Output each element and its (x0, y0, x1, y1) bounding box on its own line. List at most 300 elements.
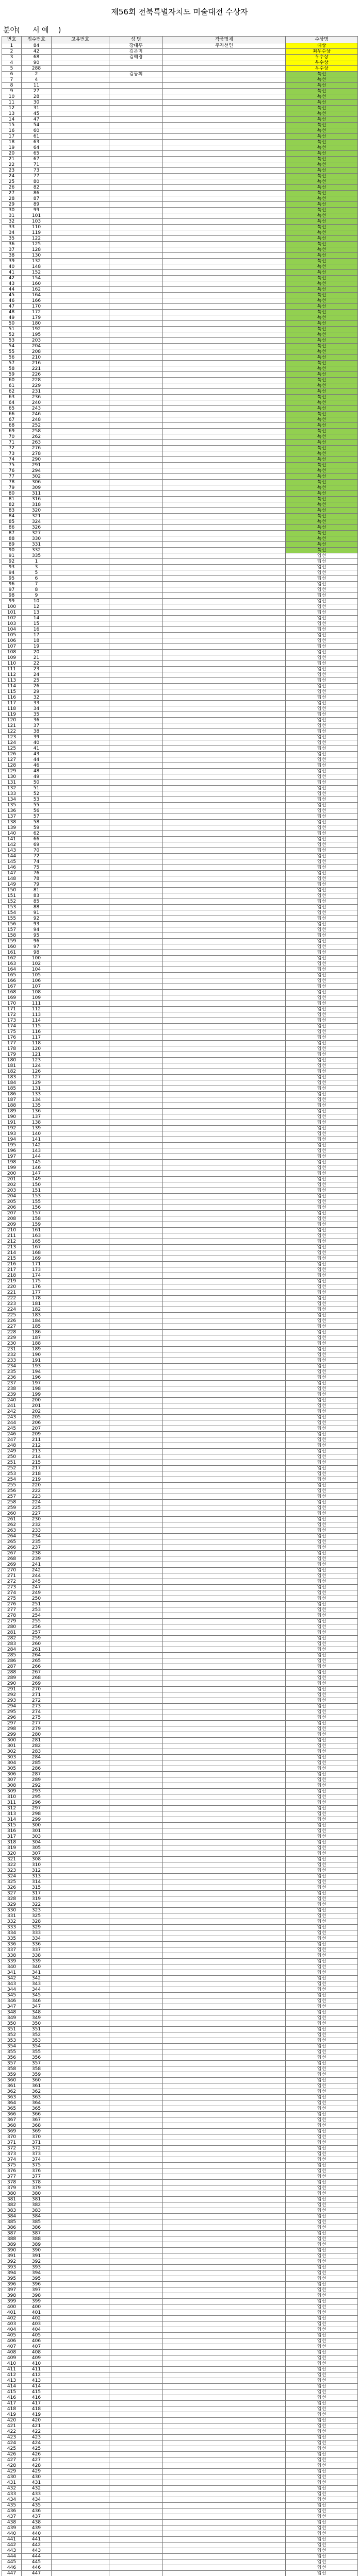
cell-title (163, 310, 286, 315)
cell-no: 207 (2, 1211, 22, 1216)
cell-name (109, 1194, 163, 1199)
cell-award: 입선 (286, 1545, 358, 1551)
table-row (2, 956, 358, 961)
cell-receipt: 189 (22, 1347, 52, 1352)
cell-no: 445 (2, 2560, 22, 2565)
cell-title (163, 1698, 286, 1704)
cell-no: 288 (2, 1670, 22, 1675)
cell-id (52, 990, 109, 995)
cell-name (109, 264, 163, 270)
cell-title (163, 349, 286, 355)
cell-receipt: 297 (22, 1806, 52, 1811)
cell-award: 특선 (286, 298, 358, 304)
cell-award: 입선 (286, 2526, 358, 2531)
cell-title (163, 542, 286, 548)
cell-title (163, 978, 286, 984)
cell-award: 특선 (286, 145, 358, 151)
cell-title (163, 2225, 286, 2231)
table-row (2, 1556, 358, 1562)
cell-no: 311 (2, 1800, 22, 1806)
table-row (2, 1857, 358, 1862)
cell-name (109, 1947, 163, 1953)
cell-id (52, 1947, 109, 1953)
cell-title (163, 1386, 286, 1392)
cell-name (109, 933, 163, 939)
cell-award: 특선 (286, 128, 358, 134)
cell-receipt: 44 (22, 757, 52, 763)
cell-no: 315 (2, 1823, 22, 1828)
cell-title (163, 1704, 286, 1709)
cell-award: 특선 (286, 338, 358, 344)
cell-name (109, 956, 163, 961)
cell-id (52, 2231, 109, 2236)
table-row (2, 1551, 358, 1556)
cell-award: 입선 (286, 933, 358, 939)
cell-receipt: 137 (22, 1114, 52, 1120)
cell-id (52, 519, 109, 525)
cell-receipt: 125 (22, 242, 52, 247)
cell-title (163, 1993, 286, 1998)
table-row (2, 55, 358, 60)
cell-id (52, 2134, 109, 2140)
cell-no: 144 (2, 854, 22, 859)
cell-no: 294 (2, 1704, 22, 1709)
cell-award: 대상 (286, 43, 358, 49)
cell-title (163, 2214, 286, 2219)
table-row (2, 1902, 358, 1908)
cell-title (163, 1500, 286, 1505)
cell-title (163, 2010, 286, 2015)
cell-title (163, 1398, 286, 1403)
cell-title (163, 1069, 286, 1075)
cell-id (52, 837, 109, 842)
cell-name (109, 1488, 163, 1494)
cell-award: 입선 (286, 1681, 358, 1687)
cell-no: 85 (2, 519, 22, 525)
cell-name (109, 2327, 163, 2333)
cell-no: 389 (2, 2242, 22, 2248)
cell-id (52, 1245, 109, 1250)
table-row (2, 1335, 358, 1341)
cell-no: 331 (2, 1913, 22, 1919)
cell-no: 18 (2, 140, 22, 145)
cell-name (109, 225, 163, 230)
cell-award: 입선 (286, 1573, 358, 1579)
cell-receipt: 320 (22, 508, 52, 514)
cell-name (109, 1840, 163, 1845)
cell-no: 363 (2, 2095, 22, 2100)
cell-receipt: 52 (22, 791, 52, 797)
cell-receipt: 357 (22, 2061, 52, 2066)
cell-no: 182 (2, 1069, 22, 1075)
cell-no: 206 (2, 1205, 22, 1211)
cell-award: 입선 (286, 1562, 358, 1568)
table-row (2, 412, 358, 417)
table-row (2, 1449, 358, 1454)
cell-no: 284 (2, 1647, 22, 1653)
cell-name (109, 712, 163, 718)
cell-id (52, 2480, 109, 2486)
cell-no: 271 (2, 1573, 22, 1579)
cell-no: 166 (2, 978, 22, 984)
cell-title (163, 752, 286, 757)
cell-name (109, 378, 163, 383)
cell-receipt: 124 (22, 1063, 52, 1069)
cell-no: 29 (2, 202, 22, 208)
cell-receipt: 378 (22, 2180, 52, 2185)
cell-title (163, 315, 286, 321)
cell-id (52, 179, 109, 185)
cell-receipt: 416 (22, 2395, 52, 2401)
cell-receipt: 351 (22, 2027, 52, 2032)
cell-award: 입선 (286, 1698, 358, 1704)
cell-award: 입선 (286, 1613, 358, 1619)
cell-no: 56 (2, 355, 22, 361)
cell-name (109, 1545, 163, 1551)
cell-no: 209 (2, 1222, 22, 1228)
table-row (2, 808, 358, 814)
cell-no: 71 (2, 440, 22, 446)
cell-name (109, 2475, 163, 2480)
cell-id (52, 1199, 109, 1205)
cell-receipt: 348 (22, 2010, 52, 2015)
cell-title (163, 259, 286, 264)
cell-id (52, 2180, 109, 2185)
cell-name (109, 1018, 163, 1024)
cell-receipt: 370 (22, 2134, 52, 2140)
table-row (2, 593, 358, 599)
cell-award: 입선 (286, 1262, 358, 1267)
table-row (2, 2248, 358, 2253)
cell-title (163, 270, 286, 276)
cell-name (109, 893, 163, 899)
cell-title (163, 276, 286, 281)
cell-no: 344 (2, 1987, 22, 1993)
cell-name (109, 1777, 163, 1783)
cell-award: 입선 (286, 1239, 358, 1245)
cell-id (52, 780, 109, 786)
cell-receipt: 446 (22, 2565, 52, 2571)
cell-title (163, 1307, 286, 1313)
cell-title (163, 803, 286, 808)
cell-name (109, 1851, 163, 1857)
cell-name (109, 485, 163, 491)
table-row (2, 1647, 358, 1653)
cell-award: 입선 (286, 774, 358, 780)
cell-name (109, 905, 163, 910)
table-row (2, 1613, 358, 1619)
cell-id (52, 967, 109, 973)
cell-title (163, 2480, 286, 2486)
cell-name (109, 2021, 163, 2027)
cell-receipt: 49 (22, 774, 52, 780)
cell-name (109, 1222, 163, 1228)
cell-id (52, 791, 109, 797)
cell-id (52, 1148, 109, 1154)
cell-receipt: 32 (22, 695, 52, 701)
table-row (2, 2044, 358, 2049)
cell-award: 입선 (286, 786, 358, 791)
cell-award: 입선 (286, 576, 358, 582)
cell-award: 입선 (286, 633, 358, 638)
table-row (2, 332, 358, 338)
cell-id (52, 480, 109, 485)
table-row (2, 927, 358, 933)
cell-receipt: 115 (22, 1024, 52, 1029)
cell-no: 215 (2, 1256, 22, 1262)
cell-no: 74 (2, 457, 22, 463)
cell-title (163, 1505, 286, 1511)
table-row (2, 2117, 358, 2123)
cell-receipt: 217 (22, 1466, 52, 1471)
cell-receipt: 17 (22, 633, 52, 638)
table-row (2, 485, 358, 491)
cell-title (163, 1777, 286, 1783)
cell-no: 90 (2, 548, 22, 553)
cell-name (109, 871, 163, 876)
cell-award: 입선 (286, 689, 358, 695)
cell-no: 218 (2, 1273, 22, 1279)
table-row (2, 1500, 358, 1505)
cell-name (109, 1857, 163, 1862)
cell-award: 입선 (286, 559, 358, 565)
cell-id (52, 1131, 109, 1137)
cell-id (52, 604, 109, 610)
cell-award: 특선 (286, 519, 358, 525)
cell-receipt: 110 (22, 225, 52, 230)
cell-no: 197 (2, 1154, 22, 1160)
cell-no: 253 (2, 1471, 22, 1477)
table-row (2, 1177, 358, 1182)
cell-name (109, 1641, 163, 1647)
cell-no: 273 (2, 1585, 22, 1590)
cell-title (163, 485, 286, 491)
cell-id (52, 2129, 109, 2134)
cell-award: 입선 (286, 650, 358, 655)
cell-name (109, 151, 163, 157)
cell-name (109, 1324, 163, 1330)
cell-award: 입선 (286, 2287, 358, 2293)
cell-award: 입선 (286, 893, 358, 899)
cell-name (109, 1007, 163, 1012)
cell-award: 입선 (286, 1160, 358, 1165)
cell-title (163, 1296, 286, 1301)
cell-receipt: 202 (22, 1409, 52, 1415)
cell-award: 입선 (286, 1817, 358, 1823)
cell-receipt: 121 (22, 1052, 52, 1058)
cell-title (163, 1534, 286, 1539)
cell-id (52, 440, 109, 446)
table-row (2, 2265, 358, 2270)
cell-name (109, 1675, 163, 1681)
cell-id (52, 2537, 109, 2543)
cell-no: 104 (2, 627, 22, 633)
cell-name (109, 429, 163, 434)
cell-id (52, 349, 109, 355)
cell-receipt: 441 (22, 2537, 52, 2543)
cell-no: 322 (2, 1862, 22, 1868)
cell-title (163, 434, 286, 440)
table-row (2, 1114, 358, 1120)
cell-title (163, 837, 286, 842)
cell-no: 191 (2, 1120, 22, 1126)
cell-no: 282 (2, 1636, 22, 1641)
cell-name (109, 842, 163, 848)
cell-receipt: 397 (22, 2287, 52, 2293)
table-row (2, 2355, 358, 2361)
cell-title (163, 1851, 286, 1857)
cell-name (109, 1035, 163, 1041)
cell-id (52, 468, 109, 474)
table-row (2, 1681, 358, 1687)
cell-receipt: 262 (22, 434, 52, 440)
cell-name (109, 366, 163, 372)
cell-name (109, 123, 163, 128)
cell-receipt: 444 (22, 2554, 52, 2560)
cell-no: 31 (2, 213, 22, 219)
cell-no: 442 (2, 2543, 22, 2548)
cell-no: 105 (2, 633, 22, 638)
cell-name (109, 587, 163, 593)
cell-title (163, 1902, 286, 1908)
cell-receipt: 422 (22, 2429, 52, 2435)
cell-receipt: 66 (22, 837, 52, 842)
cell-name (109, 412, 163, 417)
cell-receipt: 289 (22, 1777, 52, 1783)
table-row (2, 706, 358, 712)
cell-award: 입선 (286, 2350, 358, 2355)
cell-receipt: 148 (22, 264, 52, 270)
cell-name (109, 1953, 163, 1959)
cell-id (52, 508, 109, 514)
cell-id (52, 1721, 109, 1726)
cell-title (163, 2424, 286, 2429)
table-row (2, 1483, 358, 1488)
cell-name (109, 1171, 163, 1177)
cell-title (163, 1811, 286, 1817)
cell-receipt: 177 (22, 1290, 52, 1296)
cell-name (109, 2316, 163, 2321)
cell-title (163, 287, 286, 293)
cell-award: 특선 (286, 310, 358, 315)
cell-no: 337 (2, 1947, 22, 1953)
cell-no: 69 (2, 429, 22, 434)
cell-award: 입선 (286, 1913, 358, 1919)
cell-no: 13 (2, 111, 22, 117)
cell-title (163, 888, 286, 893)
cell-id (52, 820, 109, 825)
table-row (2, 1024, 358, 1029)
cell-no: 132 (2, 786, 22, 791)
cell-no: 361 (2, 2083, 22, 2089)
cell-award: 특선 (286, 196, 358, 202)
table-row (2, 2378, 358, 2384)
cell-award: 입선 (286, 1766, 358, 1772)
cell-award: 입선 (286, 1114, 358, 1120)
table-row (2, 1641, 358, 1647)
cell-receipt: 211 (22, 1437, 52, 1443)
cell-receipt: 329 (22, 1925, 52, 1930)
cell-receipt: 16 (22, 627, 52, 633)
cell-no: 24 (2, 174, 22, 179)
cell-id (52, 2174, 109, 2180)
cell-no: 119 (2, 712, 22, 718)
cell-award: 입선 (286, 701, 358, 706)
cell-award: 입선 (286, 1443, 358, 1449)
cell-id (52, 1715, 109, 1721)
cell-name (109, 1653, 163, 1658)
cell-award: 입선 (286, 1953, 358, 1959)
cell-id (52, 740, 109, 746)
table-row (2, 531, 358, 536)
table-row (2, 106, 358, 111)
cell-no: 80 (2, 491, 22, 497)
cell-receipt: 193 (22, 1364, 52, 1369)
cell-receipt: 15 (22, 621, 52, 627)
cell-name (109, 1347, 163, 1352)
table-row (2, 2259, 358, 2265)
cell-id (52, 1341, 109, 1347)
cell-title (163, 321, 286, 327)
cell-award: 입선 (286, 2163, 358, 2168)
cell-no: 247 (2, 1437, 22, 1443)
cell-name (109, 2055, 163, 2061)
cell-name (109, 531, 163, 536)
cell-title (163, 2061, 286, 2066)
cell-award: 입선 (286, 2004, 358, 2010)
table-row (2, 208, 358, 213)
cell-award: 입선 (286, 1602, 358, 1607)
cell-receipt: 352 (22, 2032, 52, 2038)
cell-title (163, 1806, 286, 1811)
cell-award: 입선 (286, 1709, 358, 1715)
cell-name (109, 304, 163, 310)
cell-title (163, 247, 286, 253)
table-row (2, 276, 358, 281)
cell-no: 160 (2, 944, 22, 950)
table-row (2, 1794, 358, 1800)
cell-award: 입선 (286, 2514, 358, 2520)
cell-receipt: 231 (22, 389, 52, 395)
cell-award: 특선 (286, 355, 358, 361)
cell-no: 403 (2, 2321, 22, 2327)
cell-no: 214 (2, 1250, 22, 1256)
table-row (2, 140, 358, 145)
cell-receipt: 24 (22, 672, 52, 678)
cell-title (163, 83, 286, 89)
cell-id (52, 684, 109, 689)
cell-award: 입선 (286, 1182, 358, 1188)
cell-receipt: 128 (22, 247, 52, 253)
cell-receipt: 332 (22, 548, 52, 553)
cell-award: 입선 (286, 1250, 358, 1256)
cell-award: 입선 (286, 1998, 358, 2004)
cell-name (109, 2333, 163, 2338)
cell-title (163, 1392, 286, 1398)
cell-no: 46 (2, 298, 22, 304)
table-row (2, 604, 358, 610)
cell-no: 425 (2, 2446, 22, 2452)
cell-award: 입선 (286, 757, 358, 763)
cell-award: 입선 (286, 1874, 358, 1879)
table-row (2, 984, 358, 990)
cell-id (52, 2424, 109, 2429)
cell-name (109, 1075, 163, 1080)
cell-id (52, 2095, 109, 2100)
cell-id (52, 1466, 109, 1471)
cell-id (52, 1222, 109, 1228)
cell-name (109, 2123, 163, 2129)
